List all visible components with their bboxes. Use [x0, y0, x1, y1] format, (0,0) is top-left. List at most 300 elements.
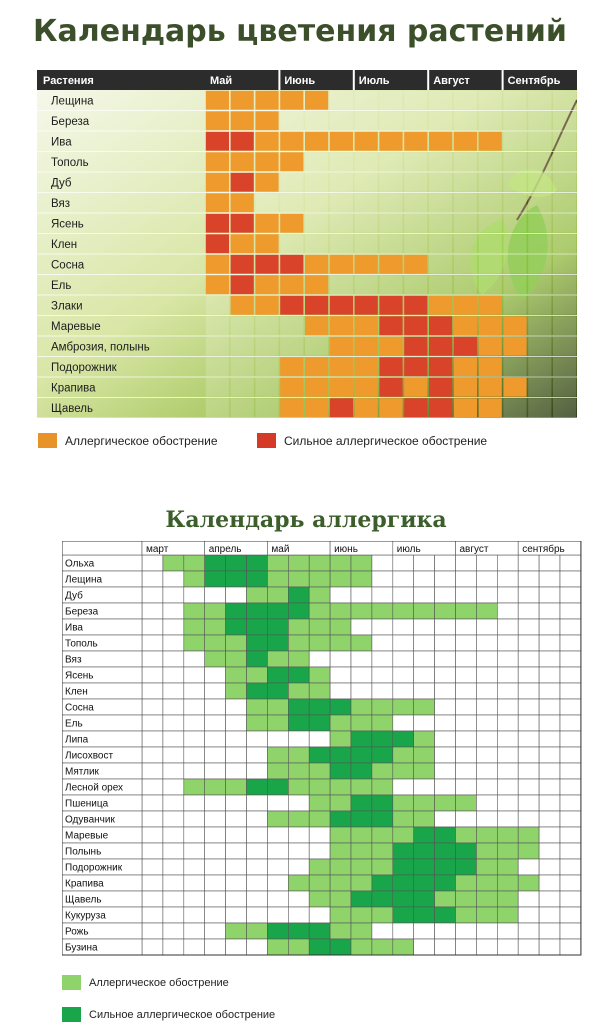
chart1-cell [330, 275, 353, 294]
chart2-cell [539, 859, 560, 875]
chart2-cell [393, 859, 414, 875]
chart2-row-label: Ива [65, 622, 83, 634]
chart2-cell [184, 923, 205, 939]
chart1-cell [255, 316, 278, 335]
chart2-cell [247, 859, 268, 875]
chart1-cell [404, 234, 427, 253]
chart1-row-label: Щавель [51, 403, 94, 415]
chart2-cell [288, 939, 309, 955]
chart2-cell [372, 603, 393, 619]
chart2-cell [393, 811, 414, 827]
chart1-cell [379, 111, 402, 130]
chart2-cell [267, 811, 288, 827]
chart1-cell [330, 132, 353, 151]
chart2-cell [309, 699, 330, 715]
chart1-cell [503, 255, 526, 274]
chart2-cell [267, 555, 288, 571]
chart1-cell [355, 316, 378, 335]
chart2-row-label: Кукуруза [65, 910, 106, 922]
chart2-cell [560, 667, 581, 683]
chart2-cell [163, 859, 184, 875]
chart1-cell [355, 214, 378, 233]
chart2-cell [435, 603, 456, 619]
chart2-cell [226, 667, 247, 683]
chart1-cell [231, 398, 254, 417]
chart2-cell [560, 811, 581, 827]
chart2-cell [163, 795, 184, 811]
chart1-cell [404, 193, 427, 212]
chart2-cell [518, 891, 539, 907]
chart2-cell [247, 619, 268, 635]
chart1-cell [355, 337, 378, 356]
chart2-header-corner [62, 541, 142, 555]
chart2-cell [518, 907, 539, 923]
chart2-cell [372, 699, 393, 715]
chart2-cell [497, 715, 518, 731]
chart2-cell [476, 603, 497, 619]
chart2-cell [163, 715, 184, 731]
chart1-cell [429, 173, 452, 192]
chart2-cell [351, 651, 372, 667]
chart2-cell [539, 811, 560, 827]
chart1-cell [206, 214, 229, 233]
chart2-cell [518, 763, 539, 779]
chart2-cell [184, 571, 205, 587]
chart1-cell [553, 296, 576, 315]
chart2-cell [184, 907, 205, 923]
chart2-cell [497, 603, 518, 619]
chart2-cell [330, 859, 351, 875]
chart2-cell [351, 667, 372, 683]
chart2-cell [456, 907, 477, 923]
chart2-cell [247, 875, 268, 891]
chart1-cell [255, 193, 278, 212]
chart2-cell [184, 603, 205, 619]
chart2-cell [351, 683, 372, 699]
chart1-cell [479, 111, 502, 130]
chart1-month-label: Май [210, 75, 233, 87]
chart2-cell [288, 651, 309, 667]
chart1-cell [206, 296, 229, 315]
chart2-cell [330, 667, 351, 683]
chart2-month-label: май [271, 544, 290, 555]
chart2-cell [205, 683, 226, 699]
chart1-cell [305, 337, 328, 356]
chart2-cell [476, 907, 497, 923]
chart2-cell [205, 571, 226, 587]
chart2-cell [205, 923, 226, 939]
chart1-cell [330, 316, 353, 335]
chart2-cell [476, 811, 497, 827]
chart2-cell [560, 635, 581, 651]
chart2-cell [539, 651, 560, 667]
chart2-cell [518, 939, 539, 955]
chart2-cell [497, 747, 518, 763]
chart2-cell [288, 875, 309, 891]
chart1-cell [206, 357, 229, 376]
chart2-cell [330, 651, 351, 667]
chart2-cell [456, 715, 477, 731]
chart2-cell [226, 891, 247, 907]
chart1-cell [553, 234, 576, 253]
chart1-cell [479, 132, 502, 151]
chart2-cell [267, 779, 288, 795]
chart2-cell [184, 795, 205, 811]
chart2-row-label: Крапива [65, 878, 104, 890]
chart2-row-label: Ольха [65, 558, 95, 570]
chart1-cell [503, 316, 526, 335]
chart2-cell [456, 859, 477, 875]
chart1-cell [355, 111, 378, 130]
chart1-cell [305, 275, 328, 294]
chart2-cell [456, 747, 477, 763]
chart1-cell [330, 214, 353, 233]
chart2-cell [226, 763, 247, 779]
chart1-cell [503, 111, 526, 130]
chart2-cell [539, 587, 560, 603]
chart2-row-label: Пшеница [65, 798, 109, 810]
chart2-cell [497, 907, 518, 923]
chart2-cell [435, 699, 456, 715]
chart2-cell [163, 875, 184, 891]
chart1-cell [280, 91, 303, 110]
chart1-cell [231, 214, 254, 233]
chart2-cell [393, 667, 414, 683]
chart1-cell [231, 337, 254, 356]
chart2-cell [184, 939, 205, 955]
chart1-cell [404, 152, 427, 171]
chart2-cell [163, 571, 184, 587]
chart1-cell [379, 316, 402, 335]
chart2-cell [247, 907, 268, 923]
chart2-month-label: март [146, 544, 169, 555]
chart2-cell [226, 635, 247, 651]
chart2-cell [247, 683, 268, 699]
chart2-cell [184, 827, 205, 843]
chart2-cell [476, 827, 497, 843]
chart2-cell [351, 731, 372, 747]
chart2-row-label: Вяз [65, 654, 82, 666]
chart2-cell [518, 635, 539, 651]
chart2-cell [184, 619, 205, 635]
chart2-cell [184, 651, 205, 667]
chart1-cell [429, 378, 452, 397]
chart2-cell [456, 683, 477, 699]
chart1-cell [330, 296, 353, 315]
chart1-cell [305, 173, 328, 192]
chart2-cell [184, 715, 205, 731]
chart2-cell [142, 843, 163, 859]
chart2-cell [226, 619, 247, 635]
chart2-cell [497, 571, 518, 587]
chart2-cell [414, 811, 435, 827]
chart1-cell [553, 337, 576, 356]
chart1-cell [330, 91, 353, 110]
chart2-cell [393, 715, 414, 731]
chart2-cell [435, 619, 456, 635]
chart1-cell [454, 316, 477, 335]
chart1-cell [528, 357, 551, 376]
chart2-cell [184, 747, 205, 763]
chart1-cell [429, 357, 452, 376]
chart2-cell [205, 907, 226, 923]
chart2-cell [539, 555, 560, 571]
chart2-cell [372, 811, 393, 827]
chart2-cell [267, 795, 288, 811]
chart1-cell [528, 398, 551, 417]
chart1-cell [305, 152, 328, 171]
chart2-cell [267, 891, 288, 907]
chart2-cell [205, 939, 226, 955]
chart1-cell [206, 378, 229, 397]
chart2-cell [267, 587, 288, 603]
chart2-cell [518, 859, 539, 875]
chart2-cell [518, 667, 539, 683]
chart1-cell [305, 193, 328, 212]
chart1-cell [231, 275, 254, 294]
chart2-cell [184, 683, 205, 699]
chart1-cell [355, 173, 378, 192]
chart2-cell [435, 651, 456, 667]
chart1-cell [528, 111, 551, 130]
chart2-cell [267, 843, 288, 859]
flowering-calendar-chart [37, 70, 577, 418]
chart2-cell [560, 699, 581, 715]
chart2-cell [393, 555, 414, 571]
chart1-cell [255, 132, 278, 151]
chart1-cell [255, 91, 278, 110]
chart1-cell [206, 316, 229, 335]
chart2-cell [435, 811, 456, 827]
chart2-cell [267, 635, 288, 651]
chart2-cell [560, 923, 581, 939]
chart1-cell [479, 152, 502, 171]
chart1-cell [404, 111, 427, 130]
chart2-cell [330, 827, 351, 843]
chart2-cell [518, 811, 539, 827]
chart1-cell [479, 337, 502, 356]
chart2-cell [456, 939, 477, 955]
chart1-cell [454, 296, 477, 315]
chart2-cell [309, 811, 330, 827]
chart1-cell [280, 296, 303, 315]
chart2-cell [539, 635, 560, 651]
chart1-cell [330, 378, 353, 397]
chart2-cell [205, 859, 226, 875]
chart2-cell [476, 747, 497, 763]
chart2-cell [163, 587, 184, 603]
chart2-cell [226, 859, 247, 875]
chart2-cell [435, 923, 456, 939]
chart2-cell [539, 939, 560, 955]
chart2-cell [288, 587, 309, 603]
chart1-cell [280, 316, 303, 335]
chart2-cell [435, 843, 456, 859]
chart1-cell [330, 234, 353, 253]
chart2-cell [456, 699, 477, 715]
chart2-cell [205, 875, 226, 891]
chart2-cell [476, 875, 497, 891]
chart2-row-label: Маревые [65, 830, 109, 842]
chart2-cell [497, 795, 518, 811]
chart1-cell [404, 357, 427, 376]
chart1-cell [404, 398, 427, 417]
chart2-cell [142, 923, 163, 939]
chart1-cell [231, 296, 254, 315]
chart1-cell [404, 378, 427, 397]
chart2-cell [539, 795, 560, 811]
chart1-cell [330, 357, 353, 376]
chart2-cell [184, 731, 205, 747]
chart1-row-label: Лещина [51, 95, 94, 108]
chart2-cell [476, 619, 497, 635]
chart1-cell [503, 173, 526, 192]
chart2-cell [267, 683, 288, 699]
chart2-cell [247, 923, 268, 939]
chart2-cell [476, 587, 497, 603]
chart2-cell [288, 827, 309, 843]
chart1-cell [454, 91, 477, 110]
chart2-month-label: август [459, 544, 489, 555]
chart1-cell [404, 296, 427, 315]
chart1-cell [528, 152, 551, 171]
chart1-cell [280, 214, 303, 233]
chart2-cell [560, 555, 581, 571]
chart2-legend-moderate [62, 975, 229, 990]
chart1-cell [553, 255, 576, 274]
chart2-cell [205, 827, 226, 843]
chart2-cell [497, 827, 518, 843]
chart2-cell [518, 555, 539, 571]
chart2-cell [330, 587, 351, 603]
chart2-cell [393, 891, 414, 907]
chart2-cell [497, 587, 518, 603]
chart1-month-label: Июль [358, 75, 390, 87]
chart2-cell [497, 667, 518, 683]
chart1-cell [206, 193, 229, 212]
chart1-cell [528, 255, 551, 274]
chart1-cell [305, 214, 328, 233]
chart2-cell [414, 699, 435, 715]
chart2-cell [288, 715, 309, 731]
chart2-row-label: Бузина [65, 942, 98, 954]
chart2-cell [288, 635, 309, 651]
chart2-cell [309, 667, 330, 683]
chart1-cell [355, 398, 378, 417]
chart1-cell [305, 234, 328, 253]
chart1-cell [479, 173, 502, 192]
chart1-cell [231, 152, 254, 171]
chart2-cell [309, 827, 330, 843]
chart2-cell [372, 571, 393, 587]
chart2-cell [497, 763, 518, 779]
chart2-cell [205, 715, 226, 731]
chart2-cell [456, 587, 477, 603]
chart2-cell [393, 731, 414, 747]
chart2-cell [142, 699, 163, 715]
chart1-cell [330, 173, 353, 192]
chart2-cell [560, 715, 581, 731]
chart1-cell [528, 378, 551, 397]
chart2-cell [142, 635, 163, 651]
chart1-row-label: Тополь [51, 157, 89, 169]
chart1-cell [379, 91, 402, 110]
chart2-cell [560, 843, 581, 859]
chart2-cell [560, 939, 581, 955]
chart2-cell [142, 587, 163, 603]
chart1-cell [528, 173, 551, 192]
chart2-cell [330, 811, 351, 827]
chart1-cell [479, 296, 502, 315]
chart2-cell [456, 651, 477, 667]
chart2-cell [142, 731, 163, 747]
chart2-cell [476, 651, 497, 667]
chart2-cell [518, 875, 539, 891]
chart1-cell [528, 234, 551, 253]
chart2-cell [560, 795, 581, 811]
chart1-cell [379, 173, 402, 192]
chart1-cell [280, 378, 303, 397]
chart1-cell [355, 296, 378, 315]
chart2-cell [142, 827, 163, 843]
chart2-cell [539, 603, 560, 619]
chart2-cell [456, 843, 477, 859]
chart1-row-label: Крапива [51, 382, 96, 395]
chart2-cell [456, 795, 477, 811]
chart2-cell [288, 571, 309, 587]
chart2-cell [184, 859, 205, 875]
chart2-cell [497, 635, 518, 651]
chart1-cell [330, 193, 353, 212]
chart1-cell [379, 132, 402, 151]
chart2-cell [226, 683, 247, 699]
chart1-cell [255, 337, 278, 356]
chart1-cell [379, 296, 402, 315]
chart2-cell [539, 699, 560, 715]
chart2-cell [393, 827, 414, 843]
chart2-cell [435, 907, 456, 923]
chart2-cell [163, 907, 184, 923]
chart1-cell [379, 234, 402, 253]
chart1-cell [280, 193, 303, 212]
chart1-cell [429, 296, 452, 315]
chart2-cell [142, 667, 163, 683]
chart1-cell [503, 132, 526, 151]
chart2-cell [393, 907, 414, 923]
chart1-cell [379, 255, 402, 274]
chart2-cell [518, 779, 539, 795]
chart2-cell [351, 715, 372, 731]
chart2-cell [205, 651, 226, 667]
chart2-cell [518, 715, 539, 731]
chart2-cell [456, 571, 477, 587]
chart1-cell [404, 337, 427, 356]
chart1-cell [255, 357, 278, 376]
chart2-cell [497, 891, 518, 907]
chart2-cell [393, 939, 414, 955]
chart2-cell [205, 763, 226, 779]
chart2-cell [163, 603, 184, 619]
chart2-cell [518, 843, 539, 859]
chart2-cell [205, 891, 226, 907]
chart2-cell [497, 731, 518, 747]
chart2-title: Календарь аллергика [165, 507, 447, 533]
chart1-cell [231, 378, 254, 397]
chart1-cell [429, 91, 452, 110]
chart2-cell [226, 779, 247, 795]
chart2-cell [497, 811, 518, 827]
chart1-cell [528, 337, 551, 356]
